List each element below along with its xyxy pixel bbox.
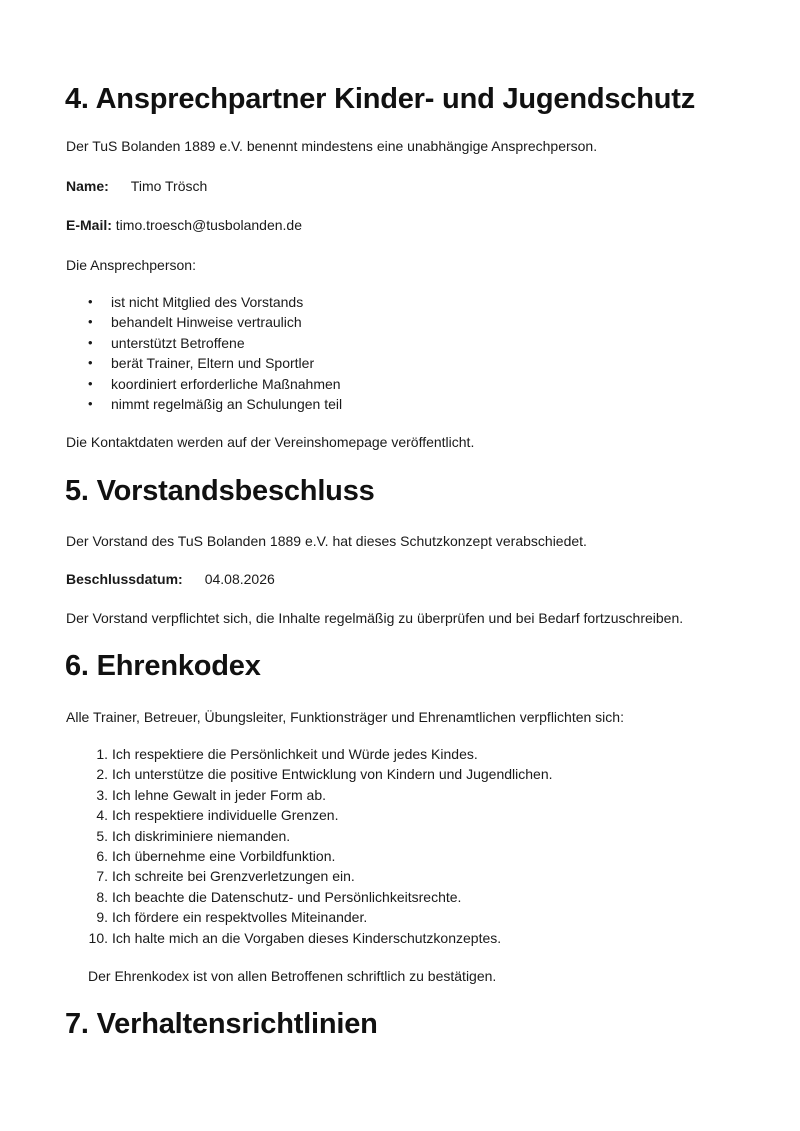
list-item: 7. Ich schreite bei Grenzverletzungen ein.	[96, 868, 355, 885]
section-5-intro: Der Vorstand des TuS Bolanden 1889 e.V. hat dieses Schutzkonzept verabschiedet.	[66, 533, 587, 549]
list-item: 2. Ich unterstütze die positive Entwicklung von Kindern und Jugendlichen.	[96, 766, 553, 783]
list-item: • ist nicht Mitglied des Vorstands	[66, 292, 342, 312]
section-6-closing: Der Ehrenkodex ist von allen Betroffenen schriftlich zu bestätigen.	[88, 968, 497, 984]
section-4-closing: Die Kontaktdaten werden auf der Vereinshomepage veröffentlicht.	[66, 434, 475, 450]
list-item: 10. Ich halte mich an die Vorgaben dieses Kinderschutzkonzeptes.	[88, 929, 502, 946]
section-4-intro: Der TuS Bolanden 1889 e.V. benennt mindestens eine unabhängige Ansprechperson.	[66, 138, 598, 154]
list-item: 6. Ich übernehme eine Vorbildfunktion.	[96, 848, 336, 865]
list-item: • koordiniert erforderliche Maßnahmen	[66, 374, 342, 394]
contact-duties-list	[66, 292, 342, 414]
resolution-date-line	[66, 570, 275, 588]
list-item: 4. Ich respektiere individuelle Grenzen.	[96, 807, 339, 824]
list-item: • berät Trainer, Eltern und Sportler	[66, 353, 342, 373]
list-item: 8. Ich beachte die Datenschutz- und Persönlichkeitsrechte.	[96, 888, 462, 905]
list-item: • unterstützt Betroffene	[66, 333, 342, 353]
section-6-heading: 6. Ehrenkodex	[65, 650, 261, 682]
contact-name-line	[66, 177, 207, 195]
email-label: E-Mail:	[66, 217, 112, 233]
code-of-honour-list	[88, 744, 553, 948]
section-5-heading: 5. Vorstandsbeschluss	[65, 475, 375, 507]
list-item: 1. Ich respektiere die Persönlichkeit und Würde jedes Kindes.	[96, 746, 478, 762]
section-7-heading: 7. Verhaltensrichtlinien	[65, 1008, 378, 1040]
list-item: 5. Ich diskriminiere niemanden.	[96, 827, 291, 844]
section-4-heading: 4. Ansprechpartner Kinder- und Jugendschutz	[65, 83, 696, 115]
section-4-list-intro: Die Ansprechperson:	[66, 257, 196, 273]
section-6-intro: Alle Trainer, Betreuer, Übungsleiter, Funktionsträger und Ehrenamtlichen verpflichten sich:	[66, 709, 624, 725]
email-value: timo.troesch@tusbolanden.de	[115, 217, 302, 233]
list-item: • behandelt Hinweise vertraulich	[66, 312, 342, 332]
section-5-closing: Der Vorstand verpflichtet sich, die Inhalte regelmäßig zu überprüfen und bei Bedarf fortzuschreiben.	[66, 610, 684, 626]
date-label: Beschlussdatum:	[66, 571, 183, 587]
contact-email-line	[66, 216, 302, 234]
name-value: Timo Trösch	[130, 178, 208, 194]
list-item: • nimmt regelmäßig an Schulungen teil	[66, 394, 342, 414]
name-label: Name:	[66, 178, 109, 194]
list-item: 9. Ich fördere ein respektvolles Miteinander.	[96, 909, 368, 926]
date-value: 04.08.2026	[204, 571, 275, 587]
list-item: 3. Ich lehne Gewalt in jeder Form ab.	[96, 786, 326, 803]
